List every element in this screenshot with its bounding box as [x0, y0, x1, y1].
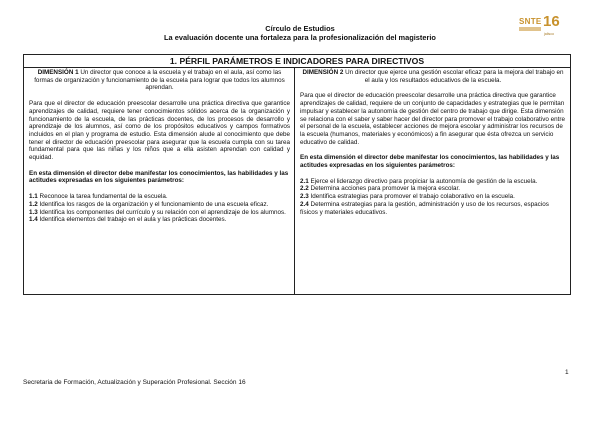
dimension-2-parameters: [300, 178, 566, 217]
param-number: 2.1: [300, 177, 309, 185]
param-text: Ejerce el liderazgo directivo para propiciar la autonomía de gestión de la escuela.: [308, 177, 538, 185]
dimension-2-paragraph: Para que el director de educación preescolar desarrolle una práctica directiva que garantice aprendizajes de calidad, requiere de un conjunto de capacidades y estrategias que le permitan impulsar y establecer la autonomía de gestión del centro de trabajo que dirige. Esta dimensión se relaciona con el saber y saber hacer del director para promover el trabajo colaborativo entre el personal de la escuela, establecer acciones de mejora escolar y administrar los recursos de la escuela (humanos, materiales y económicos) a fin asegurar que ésta ofrezca un servicio educativo de calidad.: [300, 92, 565, 146]
page-number: 1: [565, 369, 569, 376]
parameters-table: [23, 54, 571, 295]
dimension-2-intro: En esta dimensión el director debe manifestar los conocimientos, las habilidades y las actitudes expresadas en los siguientes parámetros:: [300, 154, 560, 170]
dimension-2-label: DIMENSIÓN 2: [302, 69, 344, 76]
param-number: 2.2: [300, 185, 309, 193]
dimension-2-heading: [300, 69, 566, 84]
dimension-1-column: [24, 67, 295, 294]
param-text: Determina estrategias para la gestión, administración y uso de los recursos, espacios físicos y materiales educativos.: [300, 200, 549, 216]
dimension-2-column: [295, 67, 570, 294]
dimension-1-parameters: [29, 193, 290, 224]
dimension-1-text: Un director que conoce a la escuela y el trabajo en el aula, así como las formas de organización y funcionamiento de la escuela para lograr que todos los alumnos aprendan.: [34, 69, 285, 92]
param-text: Reconoce la tarea fundamental de la escuela.: [37, 193, 168, 201]
page-footer: Secretaria de Formación, Actualización y Superación Profesional. Sección 16: [23, 379, 246, 386]
param-text: Determina acciones para promover la mejora escolar.: [308, 185, 460, 193]
dimension-1-intro: En esta dimensión el director debe manifestar los conocimientos, las habilidades y las actitudes expresadas en los siguientes parámetros:: [29, 169, 289, 185]
param-number: 2.3: [300, 193, 309, 201]
document-header: [0, 24, 600, 42]
dimension-1-heading: [29, 69, 290, 92]
section-title: 1. PÉRFIL PARÁMETROS E INDICADORES PARA DIRECTIVOS: [24, 55, 570, 68]
dimension-1-paragraph: Para que el director de educación preescolar desarrolle una práctica directiva que garantice aprendizajes de calidad, requiere tener conocimientos sólidos acerca de la organización y funcionamiento de la escuela, de las prácticas docentes, de los procesos de desarrollo y aprendizaje de los alumnos, así como de los propósitos educativos y campos formativos incluidos en el plan y programa de estudio. Esta dimensión alude al conocimiento que debe tener el director de educación preescolar para asegurar que la escuela cumpla con su tarea fundamental para que las niñas y los niños que a ella asisten aprendan con calidad y equidad.: [29, 100, 290, 162]
param-number: 1.2: [29, 200, 38, 208]
logo-number: 16: [543, 13, 560, 30]
param-text: Identifica elementos del trabajo en el aula y las prácticas docentes.: [37, 216, 227, 224]
param-number: 2.4: [300, 200, 309, 208]
header-title: Círculo de Estudios: [265, 24, 335, 33]
param-number: 1.1: [29, 193, 38, 201]
param-text: Identifica los componentes del currículo y su relación con el aprendizaje de los alumnos.: [37, 208, 286, 216]
logo-word: SNTE: [519, 17, 542, 26]
param-number: 1.3: [29, 208, 38, 216]
logo-bar: [519, 27, 541, 31]
header-subtitle: La evaluación docente una fortaleza para la profesionalización del magisterio: [164, 33, 436, 42]
logo-subtext: jalisco: [544, 32, 554, 36]
param-text: Identifica los rasgos de la organización y el funcionamiento de una escuela eficaz.: [37, 200, 269, 208]
snte-logo: [519, 15, 571, 35]
dimension-2-text: Un director que ejerce una gestión escolar eficaz para la mejora del trabajo en el aula y los resultados educativos de la escuela.: [343, 69, 564, 84]
param-text: Identifica estrategias para promover el trabajo colaborativo en la escuela.: [308, 193, 515, 201]
dimension-1-label: DIMENSIÓN 1: [37, 69, 79, 76]
param-number: 1.4: [29, 216, 38, 224]
